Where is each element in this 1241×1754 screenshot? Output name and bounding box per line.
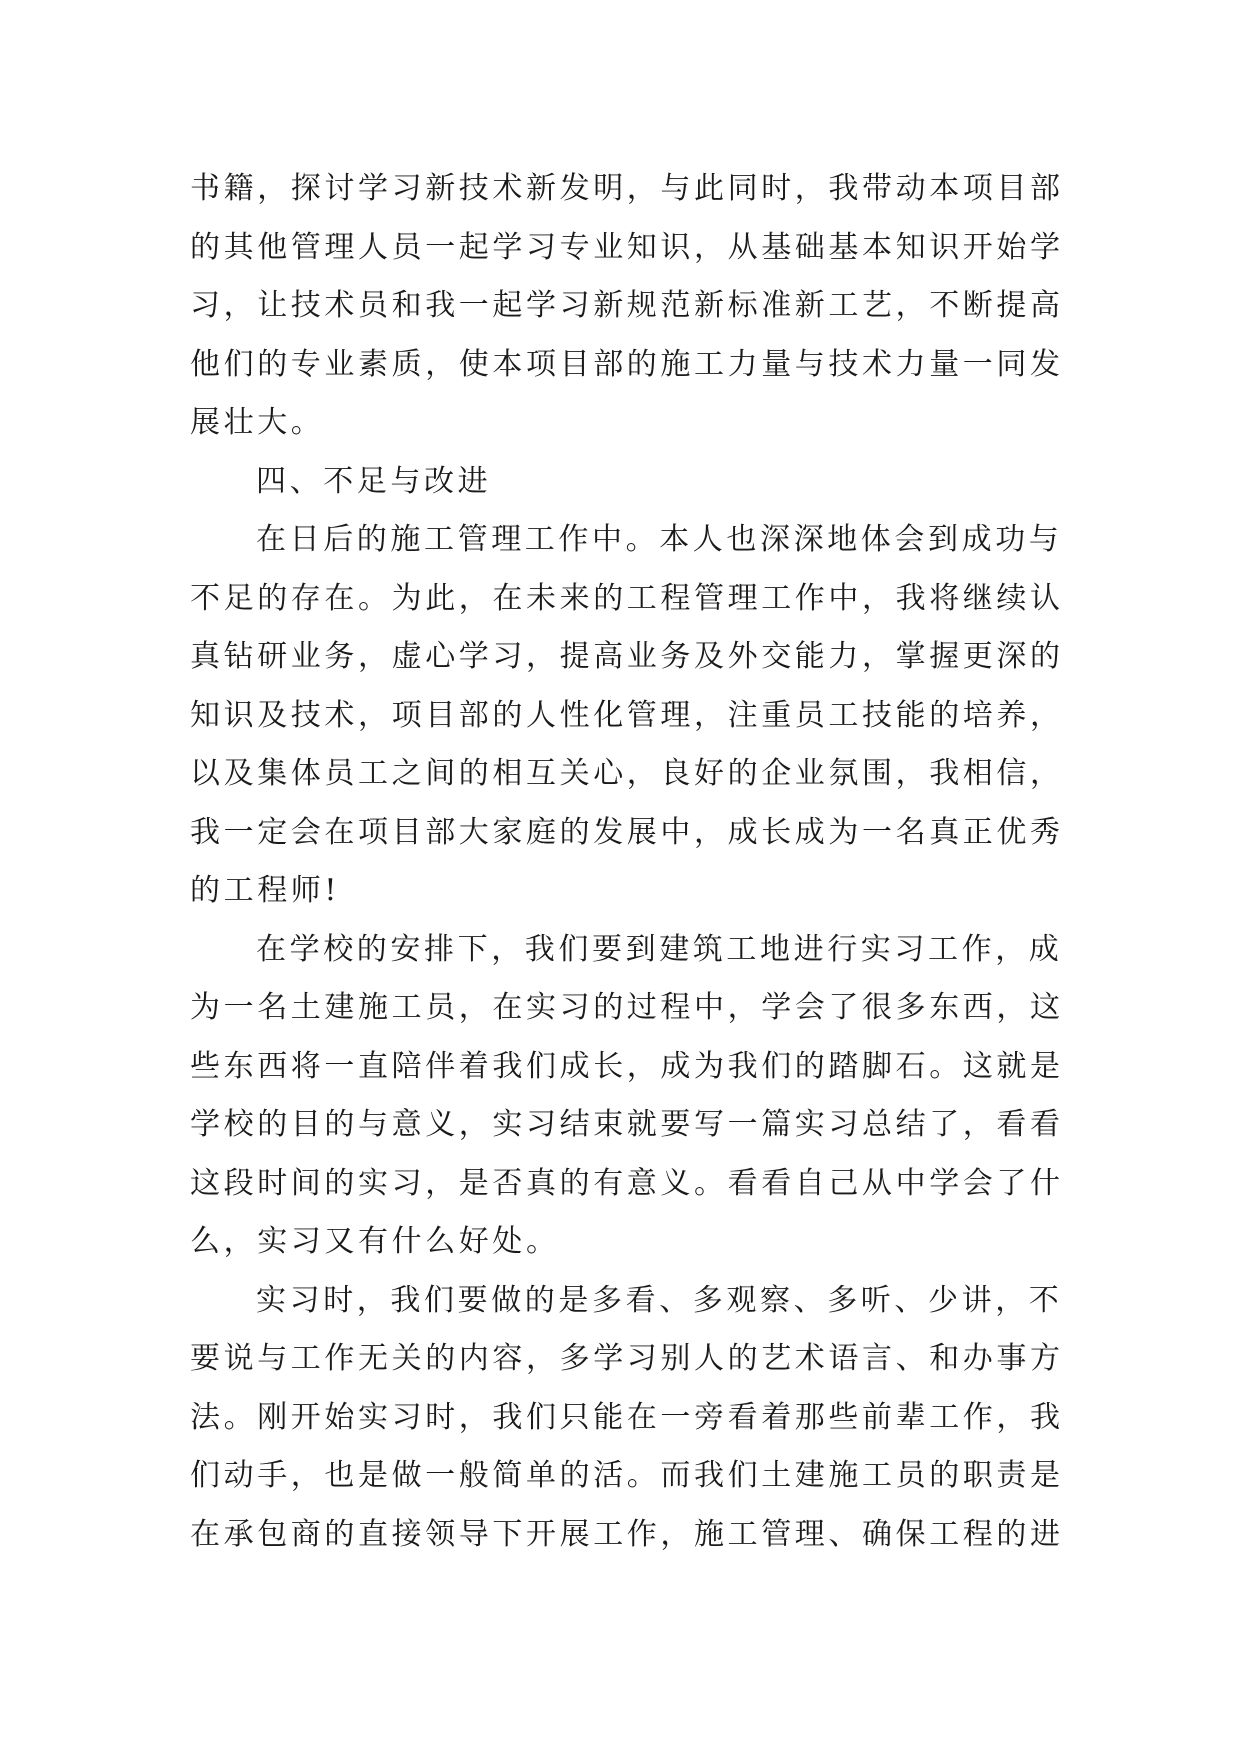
text-line: 这段时间的实习，是否真的有意义。看看自己从中学会了什 (190, 1165, 1064, 1201)
paragraph-first-line: 实习时，我们要做的是多看、多观察、多听、少讲，不 (256, 1282, 1063, 1318)
text-line: 不足的存在。为此，在未来的工程管理工作中，我将继续认 (190, 580, 1064, 616)
paragraph-first-line: 在日后的施工管理工作中。本人也深深地体会到成功与 (256, 522, 1063, 557)
section-heading: 四、不足与改进 (256, 463, 492, 499)
text-line: 的其他管理人员一起学习专业知识，从基础基本知识开始学 (190, 229, 1064, 265)
paragraph-first-line: 在学校的安排下，我们要到建筑工地进行实习工作，成 (256, 931, 1063, 967)
text-line: 他们的专业素质，使本项目部的施工力量与技术力量一同发 (190, 346, 1064, 382)
text-line: 真钻研业务，虚心学习，提高业务及外交能力，掌握更深的 (190, 639, 1064, 674)
text-line: 展壮大。 (190, 405, 325, 440)
text-line: 要说与工作无关的内容，多学习别人的艺术语言、和办事方 (190, 1341, 1064, 1376)
text-line: 学校的目的与意义，实习结束就要写一篇实习总结了，看看 (190, 1107, 1064, 1142)
text-line: 我一定会在项目部大家庭的发展中，成长成为一名真正优秀 (190, 814, 1064, 850)
text-line: 法。刚开始实习时，我们只能在一旁看着那些前辈工作，我 (190, 1399, 1064, 1435)
text-line: 的工程师! (190, 873, 341, 908)
text-line: 知识及技术，项目部的人性化管理，注重员工技能的培养， (190, 697, 1064, 733)
document-body (190, 160, 1070, 1564)
text-line: 么，实习又有什么好处。 (190, 1224, 560, 1259)
text-line: 为一名土建施工员，在实习的过程中，学会了很多东西，这 (190, 990, 1064, 1025)
text-line: 以及集体员工之间的相互关心，良好的企业氛围，我相信， (190, 756, 1064, 791)
text-line: 书籍，探讨学习新技术新发明，与此同时，我带动本项目部 (190, 171, 1064, 206)
text-line: 些东西将一直陪伴着我们成长，成为我们的踏脚石。这就是 (190, 1048, 1064, 1084)
text-line: 在承包商的直接领导下开展工作，施工管理、确保工程的进 (190, 1516, 1064, 1552)
text-line: 们动手，也是做一般简单的活。而我们土建施工员的职责是 (190, 1458, 1064, 1493)
text-line: 习，让技术员和我一起学习新规范新标准新工艺，不断提高 (190, 288, 1064, 323)
